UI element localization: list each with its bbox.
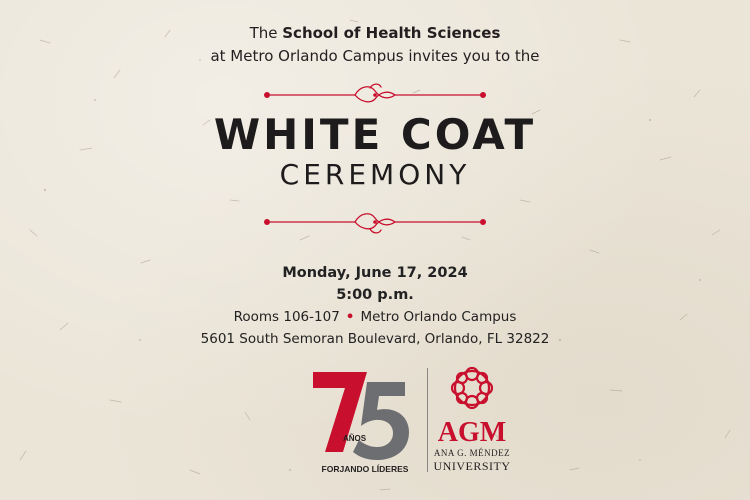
event-date: Monday, June 17, 2024	[282, 265, 468, 281]
university-name-line1: ANA G. MÉNDEZ	[433, 448, 511, 458]
intro-prefix: The	[249, 24, 283, 42]
intro-line-1	[0, 22, 750, 45]
invitation-intro	[0, 22, 750, 68]
75-anniversary-logo	[305, 360, 425, 475]
agm-emblem-icon	[452, 368, 492, 408]
separator-dot: •	[345, 309, 355, 325]
bottom-ornament	[262, 207, 488, 237]
event-time: 5:00 p.m.	[336, 287, 414, 303]
event-campus: Metro Orlando Campus	[360, 309, 517, 325]
school-name: School of Health Sciences	[282, 24, 501, 42]
title-line-1: WHITE COAT	[213, 110, 537, 159]
university-abbrev: AGM	[437, 417, 507, 448]
intro-line-2: at Metro Orlando Campus invites you to the	[210, 47, 540, 65]
title-line-2: CEREMONY	[279, 158, 471, 191]
logo-five-shape	[353, 382, 409, 460]
top-ornament	[262, 80, 488, 110]
logo-divider	[427, 368, 428, 472]
event-location	[0, 306, 750, 328]
university-name-line2: UNIVERSITY	[433, 459, 511, 473]
event-address: 5601 South Semoran Boulevard, Orlando, FL 32822	[200, 331, 550, 347]
anniversary-tagline: FORJANDO LÍDERES	[321, 464, 409, 474]
agm-university-logo	[432, 360, 542, 475]
event-rooms: Rooms 106-107	[233, 309, 340, 325]
anniversary-word: AÑOS	[343, 434, 367, 443]
